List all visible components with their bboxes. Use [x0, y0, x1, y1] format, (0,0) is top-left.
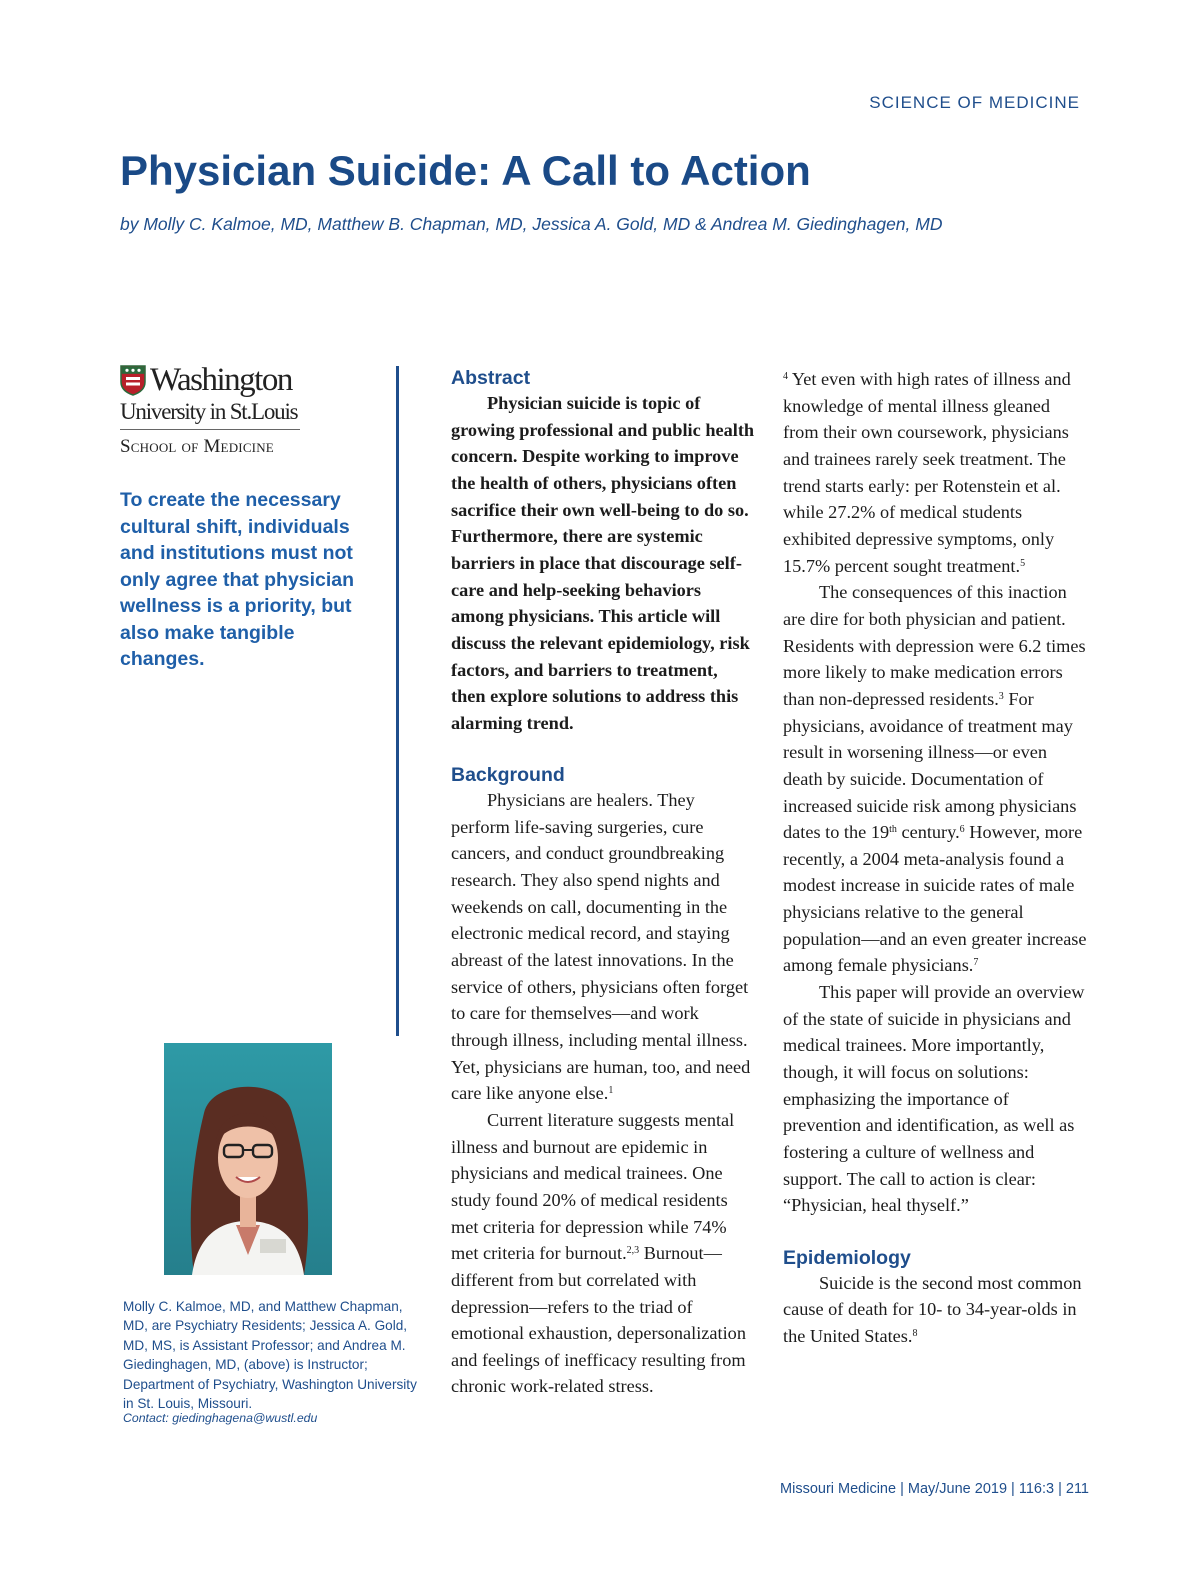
pull-quote: To create the necessary cultural shift, individuals and institutions must not only agree that physician wellness is a priority, but also make tangible changes. — [120, 489, 355, 670]
author-byline: by Molly C. Kalmoe, MD, Matthew B. Chapman, MD, Jessica A. Gold, MD & Andrea M. Giedinghagen, MD — [120, 214, 943, 234]
logo-divider — [120, 429, 300, 430]
logo-school-name: School of Medicine — [120, 436, 274, 457]
article-column-right — [783, 366, 1088, 1349]
article-title: Physician Suicide: A Call to Action — [120, 147, 811, 194]
author-caption: Molly C. Kalmoe, MD, and Matthew Chapman, MD, are Psychiatry Residents; Jessica A. Gold, MD, MS, is Assistant Professor; and Andrea M. Giedinghagen, MD, (above) is Instructor; Department of Psychiatry, Washington University in St. Louis, Missouri. — [123, 1299, 417, 1412]
background-paragraph-2: Current literature suggests mental illness and burnout are epidemic in physicians and medical trainees. One study found 20% of medical residents met criteria for depression while 74% met criteria for burnout.$^{2,3}$ Burnout—different from but correlated with depression—refers to the triad of emotional exhaustion, depersonalization and feelings of inefficacy resulting from chronic work-related stress. — [451, 1109, 746, 1397]
background-paragraph-4: This paper will provide an overview of the state of suicide in physicians and medical trainees. More importantly, though, it will focus on solutions: emphasizing the importance of prevention and identification, as well as fostering a culture of wellness and support. The call to action is clear: “Physician, heal thyself.” — [783, 982, 1085, 1216]
article-column-middle — [451, 366, 756, 1400]
logo-wordmark-washington: Washington — [150, 362, 292, 398]
university-logo — [120, 362, 305, 460]
epidemiology-paragraph-1: Suicide is the second most common cause of death for 10- to 34-year-olds in the United States.$^8$ — [783, 1272, 1082, 1346]
epidemiology-heading: Epidemiology — [783, 1246, 911, 1269]
background-paragraph-3: The consequences of this inaction are dire for both physician and patient. Residents with depression were 6.2 times more likely to make medication errors than non-depressed residents.$^3$ For physicians, avoidance of treatment may result in worsening illness—or even death by suicide. Documentation of increased suicide risk among physicians dates to the 19th century.$^6$ However, more recently, a 2004 meta-analysis found a modest increase in suicide rates of male physicians relative to the general population—and an even greater increase among female physicians.$^7$ — [783, 582, 1087, 976]
abstract-heading: Abstract — [451, 367, 531, 389]
university-shield-icon — [120, 365, 146, 396]
page-footer-citation: Missouri Medicine | May/June 2019 | 116:3 | 211 — [780, 1481, 1089, 1497]
abstract-text: Physician suicide is topic of growing professional and public health concern. Despite working to improve the health of others, physicians often sacrifice their own well-being to do so. Furthermore, there are systemic barriers in place that discourage self-care and help-seeking behaviors among physicians. This article will discuss the relevant epidemiology, risk factors, and barriers to treatment, then explore solutions to address this alarming trend. — [451, 393, 755, 733]
background-paragraph-1: Physicians are healers. They perform life-saving surgeries, cure cancers, and conduct groundbreaking research. They also spend nights and weekends on call, documenting in the electronic medical record, and staying abreast of the latest innovations. In the service of others, physicians often forget to care for themselves—and work through illness, including mental illness. Yet, physicians are human, too, and need care like anyone else.$^1$ — [451, 790, 751, 1104]
background-paragraph-2-cont: $^4$ Yet even with high rates of illness and knowledge of mental illness gleaned from their own coursework, physicians and trainees rarely seek treatment. The trend starts early: per Rotenstein et al. while 27.2% of medical students exhibited depressive symptoms, only 15.7% percent sought treatment.$^5$ — [783, 369, 1071, 576]
column-divider — [396, 366, 399, 1036]
section-label: SCIENCE OF MEDICINE — [869, 93, 1080, 112]
author-photo — [164, 1043, 332, 1275]
logo-wordmark-university: University in St.Louis — [120, 399, 298, 424]
author-contact: Contact: giedinghagena@wustl.edu — [123, 1411, 318, 1425]
background-heading: Background — [451, 764, 565, 787]
